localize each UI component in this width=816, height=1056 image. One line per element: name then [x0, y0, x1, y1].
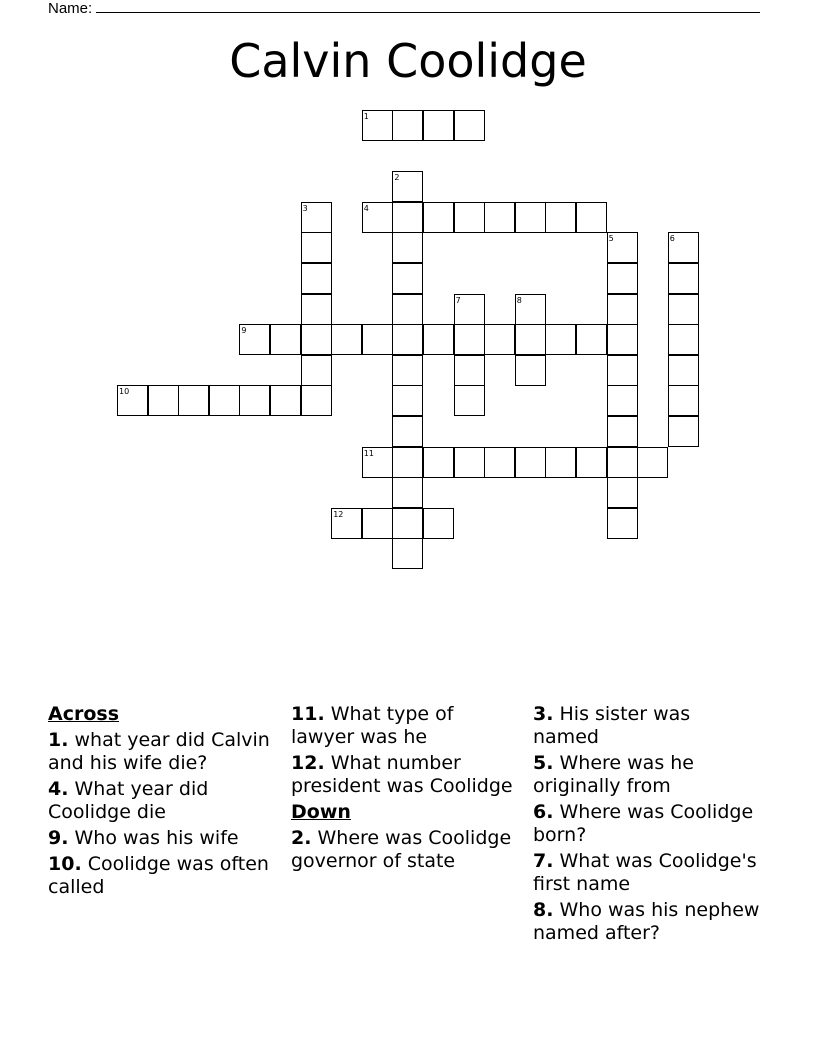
crossword-cell[interactable] — [454, 110, 485, 141]
cell-number: 5 — [608, 234, 614, 244]
crossword-cell[interactable] — [607, 416, 638, 447]
cell-number: 7 — [455, 295, 461, 305]
clue-down-7 — [533, 850, 761, 896]
clue-across-12 — [291, 752, 519, 798]
cell-number: 1 — [363, 112, 369, 121]
crossword-cell[interactable] — [607, 263, 638, 294]
crossword-cell[interactable] — [454, 385, 485, 416]
clue-column-2 — [291, 703, 519, 876]
clue-text: Coolidge was often called — [48, 853, 269, 898]
clue-number: 6. — [533, 801, 554, 823]
crossword-cell[interactable] — [576, 447, 607, 478]
crossword-cell[interactable] — [607, 355, 638, 386]
crossword-cell[interactable] — [423, 202, 454, 233]
crossword-cell[interactable] — [668, 294, 699, 325]
clue-across-11 — [291, 703, 519, 749]
crossword-cell[interactable] — [484, 324, 515, 355]
crossword-cell[interactable] — [301, 385, 332, 416]
crossword-cell[interactable] — [607, 508, 638, 539]
crossword-cell[interactable] — [668, 355, 699, 386]
clue-number: 11. — [291, 703, 325, 725]
cell-number: 3 — [302, 203, 308, 213]
cell-number: 4 — [363, 203, 369, 213]
crossword-cell[interactable] — [454, 202, 485, 233]
crossword-cell[interactable] — [392, 477, 423, 508]
clue-number: 2. — [291, 827, 312, 849]
cell-number: 6 — [669, 234, 675, 244]
crossword-cell[interactable] — [515, 202, 546, 233]
clue-down-5 — [533, 752, 761, 798]
clue-down-8 — [533, 899, 761, 945]
clue-number: 3. — [533, 703, 554, 725]
crossword-cell[interactable] — [301, 263, 332, 294]
crossword-cell[interactable] — [423, 447, 454, 478]
clue-text: Who was his wife — [74, 827, 239, 849]
crossword-cell[interactable] — [301, 355, 332, 386]
crossword-cell[interactable] — [607, 324, 638, 355]
crossword-cell[interactable] — [454, 447, 485, 478]
crossword-cell[interactable] — [392, 110, 423, 141]
crossword-cell[interactable] — [392, 447, 423, 478]
crossword-cell[interactable] — [392, 232, 423, 263]
clue-down-6 — [533, 801, 761, 847]
crossword-cell[interactable] — [545, 447, 576, 478]
crossword-cell[interactable] — [607, 447, 638, 478]
clue-number: 9. — [48, 827, 69, 849]
clue-text: What year did Coolidge die — [48, 778, 209, 823]
crossword-cell[interactable] — [607, 294, 638, 325]
crossword-cell[interactable] — [423, 324, 454, 355]
crossword-cell[interactable] — [362, 508, 393, 539]
crossword-cell[interactable] — [423, 110, 454, 141]
crossword-cell[interactable] — [637, 447, 668, 478]
clue-down-2 — [291, 827, 519, 873]
cell-number: 2 — [394, 173, 400, 183]
crossword-cell[interactable] — [362, 324, 393, 355]
clue-text: what year did Calvin and his wife die? — [48, 729, 270, 774]
crossword-cell[interactable] — [178, 385, 209, 416]
crossword-cell[interactable] — [454, 355, 485, 386]
crossword-cell[interactable] — [607, 385, 638, 416]
crossword-cell[interactable] — [484, 202, 515, 233]
crossword-cell[interactable] — [148, 385, 179, 416]
crossword-cell[interactable] — [301, 294, 332, 325]
crossword-cell[interactable] — [239, 385, 270, 416]
clue-number: 10. — [48, 853, 82, 875]
clue-text: What was Coolidge's first name — [533, 850, 757, 895]
crossword-cell[interactable] — [484, 447, 515, 478]
clue-text: His sister was named — [533, 703, 691, 748]
crossword-cell[interactable] — [576, 202, 607, 233]
clue-text: Who was his nephew named after? — [533, 899, 760, 944]
crossword-cell[interactable] — [392, 263, 423, 294]
crossword-cell[interactable] — [668, 263, 699, 294]
crossword-cell[interactable] — [270, 385, 301, 416]
crossword-cell[interactable] — [515, 355, 546, 386]
clue-across-10 — [48, 853, 276, 899]
crossword-cell[interactable] — [668, 416, 699, 447]
cell-number: 11 — [363, 448, 374, 458]
crossword-cell[interactable] — [423, 508, 454, 539]
clue-text: What number president was Coolidge — [291, 752, 513, 797]
crossword-cell[interactable] — [392, 202, 423, 233]
crossword-cell[interactable] — [668, 385, 699, 416]
clue-number: 1. — [48, 729, 69, 751]
crossword-cell[interactable] — [270, 324, 301, 355]
down-heading: Down — [291, 801, 351, 823]
clue-across-4 — [48, 778, 276, 824]
crossword-cell[interactable] — [392, 508, 423, 539]
crossword-cell[interactable] — [392, 324, 423, 355]
crossword-cell[interactable] — [515, 324, 546, 355]
crossword-cell[interactable] — [392, 294, 423, 325]
page-title: Calvin Coolidge — [229, 34, 587, 88]
name-label: Name: — [48, 0, 93, 17]
clue-number: 7. — [533, 850, 554, 872]
across-heading: Across — [48, 703, 120, 725]
crossword-cell[interactable] — [392, 355, 423, 386]
clue-number: 12. — [291, 752, 325, 774]
cell-number: 10 — [119, 387, 130, 397]
crossword-cell[interactable] — [454, 324, 485, 355]
crossword-cell[interactable] — [209, 385, 240, 416]
cell-number: 9 — [241, 326, 247, 336]
crossword-cell[interactable] — [607, 477, 638, 508]
clue-down-3 — [533, 703, 761, 749]
crossword-cell[interactable] — [301, 232, 332, 263]
clue-column-3 — [533, 703, 761, 948]
crossword-cell[interactable] — [668, 324, 699, 355]
crossword-cell[interactable] — [545, 202, 576, 233]
clue-number: 8. — [533, 899, 554, 921]
clue-column-1 — [48, 703, 276, 902]
cell-number: 12 — [333, 509, 344, 519]
crossword-cell[interactable] — [331, 324, 362, 355]
clue-number: 5. — [533, 752, 554, 774]
crossword-cell[interactable] — [545, 324, 576, 355]
clue-text: Where was Coolidge governor of state — [291, 827, 512, 872]
cell-number: 8 — [516, 295, 522, 305]
clue-number: 4. — [48, 778, 69, 800]
crossword-cell[interactable] — [576, 324, 607, 355]
clue-text: Where was he originally from — [533, 752, 694, 797]
clue-across-9 — [48, 827, 276, 850]
clue-text: What type of lawyer was he — [291, 703, 454, 748]
clue-across-1 — [48, 729, 276, 775]
crossword-cell[interactable] — [392, 538, 423, 569]
crossword-cell[interactable] — [392, 416, 423, 447]
crossword-cell[interactable] — [392, 385, 423, 416]
crossword-cell[interactable] — [515, 447, 546, 478]
clue-text: Where was Coolidge born? — [533, 801, 754, 846]
crossword-cell[interactable] — [301, 324, 332, 355]
